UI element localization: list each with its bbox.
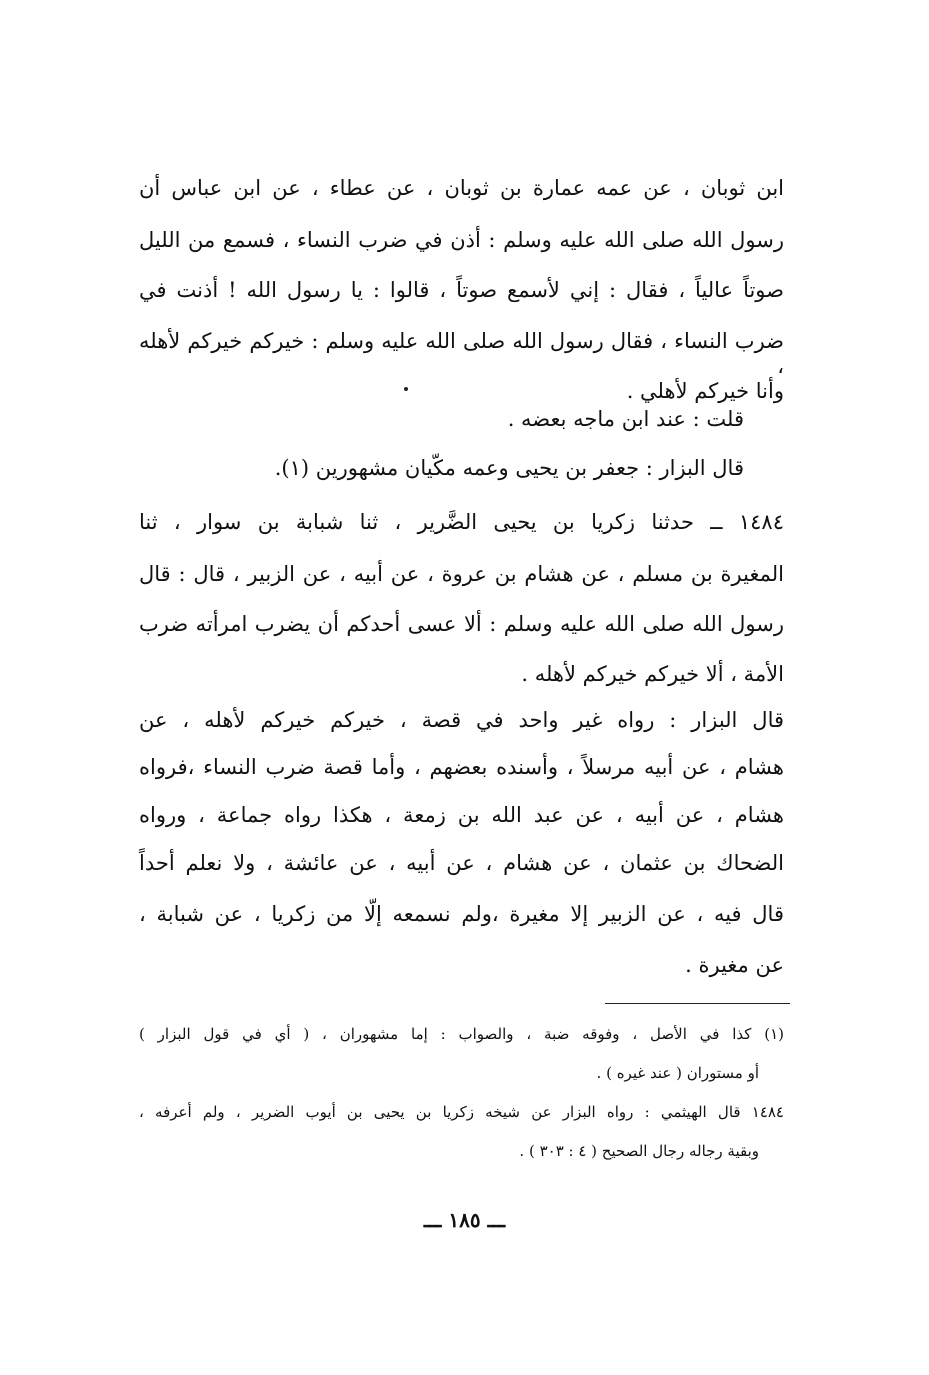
note-ibn-majah [139,407,784,432]
text-line: هشام ، عن أبيه ، عن عبد الله بن زمعة ، هكذا رواه جماعة ، ورواه [139,803,784,827]
text-line: قال البزار : جعفر بن يحيى وعمه مكّيان مشهورين (١). [274,456,744,480]
text-line: عن مغيرة . [685,953,784,977]
hadith-1484 [139,510,784,712]
text-line: قلت : عند ابن ماجه بعضه . [507,407,744,431]
text-line: ١٤٨٤ ــ حدثنا زكريا بن يحيى الضَّرير ، ثنا شبابة بن سوار ، ثنا [139,510,784,534]
text-line: رسول الله صلى الله عليه وسلم : أذن في ضرب النساء ، فسمع من الليل [139,228,784,252]
text-line: قال فيه ، عن الزبير إلا مغيرة ،ولم نسمعه إلّا من زكريا ، عن شبابة ، [139,902,784,926]
text-line: الضحاك بن عثمان ، عن هشام ، عن أبيه ، عن عائشة ، ولا نعلم أحداً [139,851,784,875]
footnote-1484-line: ١٤٨٤ قال الهيثمي : رواه البزار عن شيخه زكريا بن يحيى بن أيوب الضرير ، ولم أعرفه ، [139,1103,784,1121]
footnote-1-line: أو مستوران ( عند غيره ) . [596,1064,759,1082]
text-line: ضرب النساء ، فقال رسول الله صلى الله عليه وسلم : خيركم خيركم لأهله ، [139,329,784,379]
footnote-1-line: (١) كذا في الأصل ، وفوقه ضبة ، والصواب : إما مشهوران ، ( أي في قول البزار ) [139,1025,784,1043]
note-bazzar-narrators [139,456,784,481]
bazzar-comment [139,708,784,1003]
page-number: ـــ ١٨٥ ـــ [423,1208,506,1232]
text-line: قال البزار : رواه غير واحد في قصة ، خيركم خيركم لأهله ، عن [139,708,784,732]
text-line: ابن ثوبان ، عن عمه عمارة بن ثوبان ، عن عطاء ، عن ابن عباس أن [139,176,784,200]
text-line: هشام ، عن أبيه مرسلاً ، وأسنده بعضهم ، وأما قصة ضرب النساء ،فرواه [139,755,784,779]
ink-dot [404,387,408,391]
text-line: وأنا خيركم لأهلي . [626,379,784,403]
footnote-1484-line: وبقية رجاله رجال الصحيح ( ٤ : ٣٠٣ ) . [519,1142,759,1160]
text-line: المغيرة بن مسلم ، عن هشام بن عروة ، عن أبيه ، عن الزبير ، قال : قال [139,562,784,586]
paragraph-opening [139,176,784,429]
text-line: الأمة ، ألا خيركم خيركم لأهله . [521,662,784,686]
text-line: رسول الله صلى الله عليه وسلم : ألا عسى أحدكم أن يضرب امرأته ضرب [139,612,784,636]
footnote-separator [605,1003,790,1004]
text-line: صوتاً عالياً ، فقال : إني لأسمع صوتاً ، قالوا : يا رسول الله ! أذنت في [139,278,784,302]
